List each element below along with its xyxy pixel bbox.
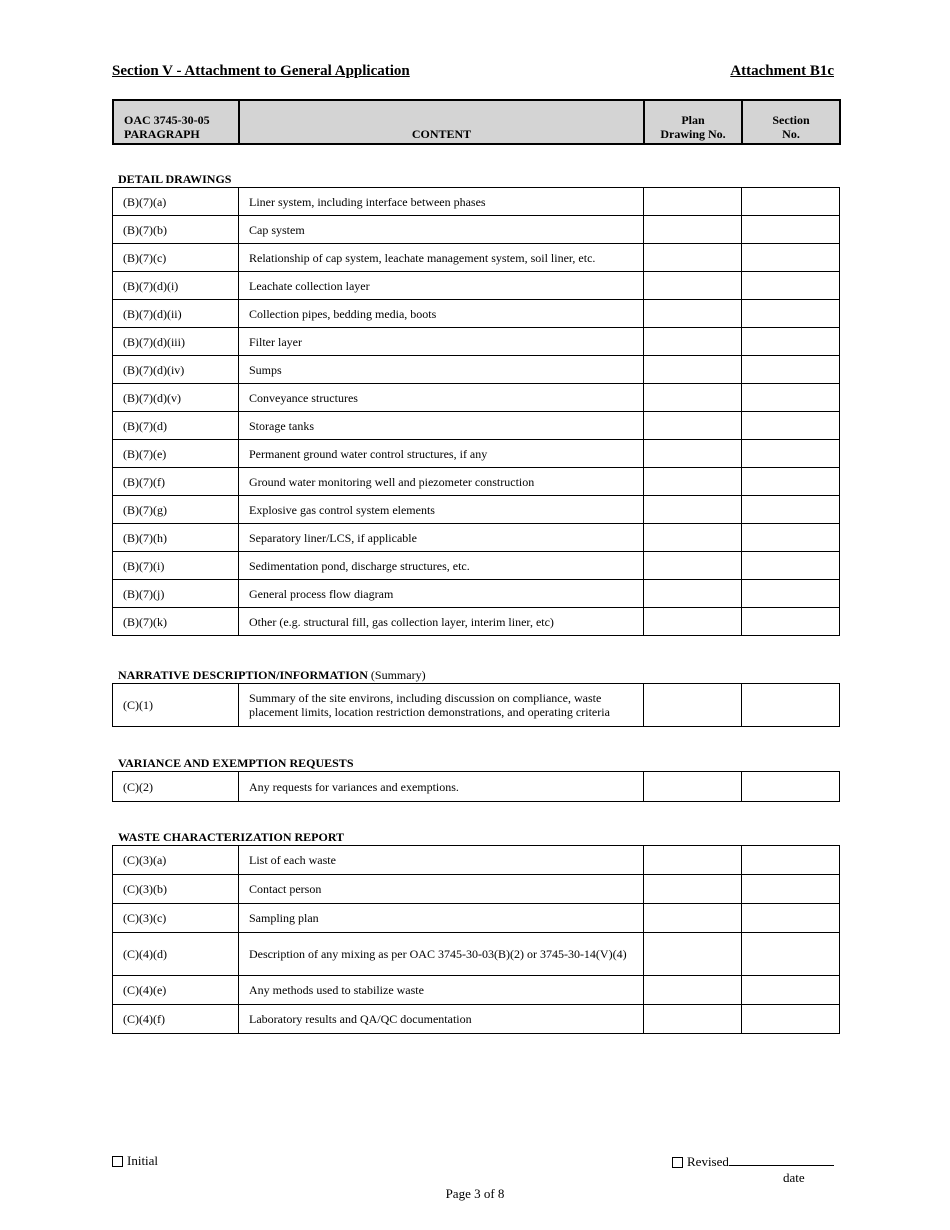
paragraph-cell: (C)(4)(f) <box>113 1005 239 1034</box>
content-cell: Any methods used to stabilize waste <box>239 976 644 1005</box>
column-header-table <box>112 99 841 145</box>
section-header-line2: No. <box>782 127 800 141</box>
section-title: Section V - Attachment to General Application <box>112 63 410 79</box>
table-row <box>113 244 840 272</box>
revised-date-line[interactable] <box>729 1153 834 1166</box>
plan-drawing-cell[interactable] <box>644 468 742 496</box>
content-cell: Separatory liner/LCS, if applicable <box>239 524 644 552</box>
section-no-cell[interactable] <box>742 684 840 727</box>
plan-drawing-cell[interactable] <box>644 976 742 1005</box>
section-no-cell[interactable] <box>742 272 840 300</box>
content-cell: Other (e.g. structural fill, gas collection layer, interim liner, etc) <box>239 608 644 636</box>
table-row <box>113 384 840 412</box>
paragraph-cell: (B)(7)(d) <box>113 412 239 440</box>
page-number: Page 3 of 8 <box>445 1186 505 1201</box>
content-cell: Sedimentation pond, discharge structures, etc. <box>239 552 644 580</box>
table-row <box>113 933 840 976</box>
section-no-cell[interactable] <box>742 328 840 356</box>
plan-drawing-cell[interactable] <box>644 552 742 580</box>
waste-characterization-heading: WASTE CHARACTERIZATION REPORT <box>118 830 345 844</box>
section-no-cell[interactable] <box>742 976 840 1005</box>
content-cell: Ground water monitoring well and piezometer construction <box>239 468 644 496</box>
paragraph-header-line2: PARAGRAPH <box>124 127 200 141</box>
plan-drawing-cell[interactable] <box>644 440 742 468</box>
paragraph-cell: (C)(1) <box>113 684 239 727</box>
table-row <box>113 580 840 608</box>
plan-drawing-column-header <box>644 100 742 144</box>
content-cell: Sampling plan <box>239 904 644 933</box>
table-row <box>113 904 840 933</box>
table-row <box>113 468 840 496</box>
table-row <box>113 608 840 636</box>
content-cell: Liner system, including interface between phases <box>239 188 644 216</box>
plan-drawing-cell[interactable] <box>644 904 742 933</box>
initial-label: Initial <box>127 1153 159 1168</box>
section-no-cell[interactable] <box>742 384 840 412</box>
section-no-cell[interactable] <box>742 468 840 496</box>
section-no-cell[interactable] <box>742 244 840 272</box>
table-row <box>113 684 840 727</box>
revised-label: Revised <box>687 1154 729 1169</box>
waste-characterization-table <box>112 845 840 1034</box>
section-no-cell[interactable] <box>742 904 840 933</box>
paragraph-cell: (B)(7)(e) <box>113 440 239 468</box>
content-cell: General process flow diagram <box>239 580 644 608</box>
paragraph-cell: (B)(7)(g) <box>113 496 239 524</box>
plan-drawing-cell[interactable] <box>644 496 742 524</box>
initial-option <box>112 1153 158 1169</box>
section-no-cell[interactable] <box>742 412 840 440</box>
plan-header-line2: Drawing No. <box>660 127 726 141</box>
paragraph-cell: (B)(7)(d)(iii) <box>113 328 239 356</box>
plan-drawing-cell[interactable] <box>644 608 742 636</box>
table-row <box>113 524 840 552</box>
paragraph-cell: (C)(4)(e) <box>113 976 239 1005</box>
table-row <box>113 216 840 244</box>
detail-drawings-table <box>112 187 840 636</box>
content-cell: Explosive gas control system elements <box>239 496 644 524</box>
section-no-cell[interactable] <box>742 440 840 468</box>
plan-drawing-cell[interactable] <box>644 272 742 300</box>
plan-header-line1: Plan <box>681 113 705 127</box>
table-row <box>113 412 840 440</box>
table-row <box>113 846 840 875</box>
table-row <box>113 496 840 524</box>
paragraph-cell: (B)(7)(d)(iv) <box>113 356 239 384</box>
table-row <box>113 440 840 468</box>
paragraph-cell: (C)(3)(a) <box>113 846 239 875</box>
table-row <box>113 875 840 904</box>
section-no-cell[interactable] <box>742 846 840 875</box>
paragraph-cell: (B)(7)(d)(ii) <box>113 300 239 328</box>
content-cell: Cap system <box>239 216 644 244</box>
section-no-cell[interactable] <box>742 524 840 552</box>
paragraph-cell: (C)(3)(b) <box>113 875 239 904</box>
paragraph-column-header <box>113 100 239 144</box>
section-no-cell[interactable] <box>742 216 840 244</box>
content-cell: Description of any mixing as per OAC 3745-30-03(B)(2) or 3745-30-14(V)(4) <box>239 933 644 976</box>
content-column-header: CONTENT <box>239 100 644 144</box>
paragraph-cell: (B)(7)(a) <box>113 188 239 216</box>
revised-checkbox[interactable] <box>672 1157 683 1168</box>
paragraph-cell: (B)(7)(f) <box>113 468 239 496</box>
section-no-cell[interactable] <box>742 608 840 636</box>
attachment-title: Attachment B1c <box>730 63 834 79</box>
paragraph-header-line1: OAC 3745-30-05 <box>124 113 210 127</box>
section-no-cell[interactable] <box>742 552 840 580</box>
section-no-cell[interactable] <box>742 1005 840 1034</box>
date-label: date <box>783 1170 805 1185</box>
plan-drawing-cell[interactable] <box>644 412 742 440</box>
section-no-cell[interactable] <box>742 356 840 384</box>
table-row <box>113 188 840 216</box>
paragraph-cell: (B)(7)(i) <box>113 552 239 580</box>
plan-drawing-cell[interactable] <box>644 244 742 272</box>
paragraph-cell: (B)(7)(j) <box>113 580 239 608</box>
plan-drawing-cell[interactable] <box>644 328 742 356</box>
plan-drawing-cell[interactable] <box>644 300 742 328</box>
content-cell: Laboratory results and QA/QC documentation <box>239 1005 644 1034</box>
narrative-heading: NARRATIVE DESCRIPTION/INFORMATION (Summary) <box>118 668 426 682</box>
plan-drawing-cell[interactable] <box>644 384 742 412</box>
table-row <box>113 272 840 300</box>
section-no-column-header <box>742 100 840 144</box>
plan-drawing-cell[interactable] <box>644 933 742 976</box>
plan-drawing-cell[interactable] <box>644 875 742 904</box>
content-cell: Summary of the site environs, including discussion on compliance, waste placement limits, location restriction demonstrations, and operating criteria <box>239 684 644 727</box>
paragraph-cell: (B)(7)(h) <box>113 524 239 552</box>
paragraph-cell: (C)(2) <box>113 772 239 802</box>
plan-drawing-cell[interactable] <box>644 772 742 802</box>
paragraph-cell: (B)(7)(d)(v) <box>113 384 239 412</box>
paragraph-cell: (B)(7)(b) <box>113 216 239 244</box>
section-no-cell[interactable] <box>742 933 840 976</box>
table-row <box>113 552 840 580</box>
variance-table <box>112 771 840 802</box>
section-no-cell[interactable] <box>742 188 840 216</box>
content-cell: Sumps <box>239 356 644 384</box>
plan-drawing-cell[interactable] <box>644 580 742 608</box>
section-header-line1: Section <box>772 113 810 127</box>
section-no-cell[interactable] <box>742 496 840 524</box>
content-cell: Leachate collection layer <box>239 272 644 300</box>
plan-drawing-cell[interactable] <box>644 188 742 216</box>
paragraph-cell: (B)(7)(k) <box>113 608 239 636</box>
content-cell: Collection pipes, bedding media, boots <box>239 300 644 328</box>
table-row <box>113 772 840 802</box>
plan-drawing-cell[interactable] <box>644 1005 742 1034</box>
content-cell: Filter layer <box>239 328 644 356</box>
content-cell: Conveyance structures <box>239 384 644 412</box>
section-no-cell[interactable] <box>742 580 840 608</box>
initial-checkbox[interactable] <box>112 1156 123 1167</box>
paragraph-cell: (B)(7)(d)(i) <box>113 272 239 300</box>
table-row <box>113 356 840 384</box>
plan-drawing-cell[interactable] <box>644 846 742 875</box>
content-cell: Contact person <box>239 875 644 904</box>
plan-drawing-cell[interactable] <box>644 216 742 244</box>
paragraph-cell: (C)(4)(d) <box>113 933 239 976</box>
paragraph-cell: (B)(7)(c) <box>113 244 239 272</box>
content-cell: Any requests for variances and exemptions. <box>239 772 644 802</box>
section-no-cell[interactable] <box>742 772 840 802</box>
plan-drawing-cell[interactable] <box>644 356 742 384</box>
table-row <box>113 976 840 1005</box>
content-cell: Storage tanks <box>239 412 644 440</box>
revised-option <box>672 1153 834 1170</box>
section-no-cell[interactable] <box>742 300 840 328</box>
variance-heading: VARIANCE AND EXEMPTION REQUESTS <box>118 756 354 770</box>
table-row <box>113 300 840 328</box>
table-row <box>113 328 840 356</box>
detail-drawings-heading: DETAIL DRAWINGS <box>118 172 232 186</box>
content-cell: Permanent ground water control structures, if any <box>239 440 644 468</box>
plan-drawing-cell[interactable] <box>644 684 742 727</box>
content-cell: List of each waste <box>239 846 644 875</box>
section-no-cell[interactable] <box>742 875 840 904</box>
paragraph-cell: (C)(3)(c) <box>113 904 239 933</box>
plan-drawing-cell[interactable] <box>644 524 742 552</box>
content-cell: Relationship of cap system, leachate management system, soil liner, etc. <box>239 244 644 272</box>
table-row <box>113 1005 840 1034</box>
narrative-table <box>112 683 840 727</box>
